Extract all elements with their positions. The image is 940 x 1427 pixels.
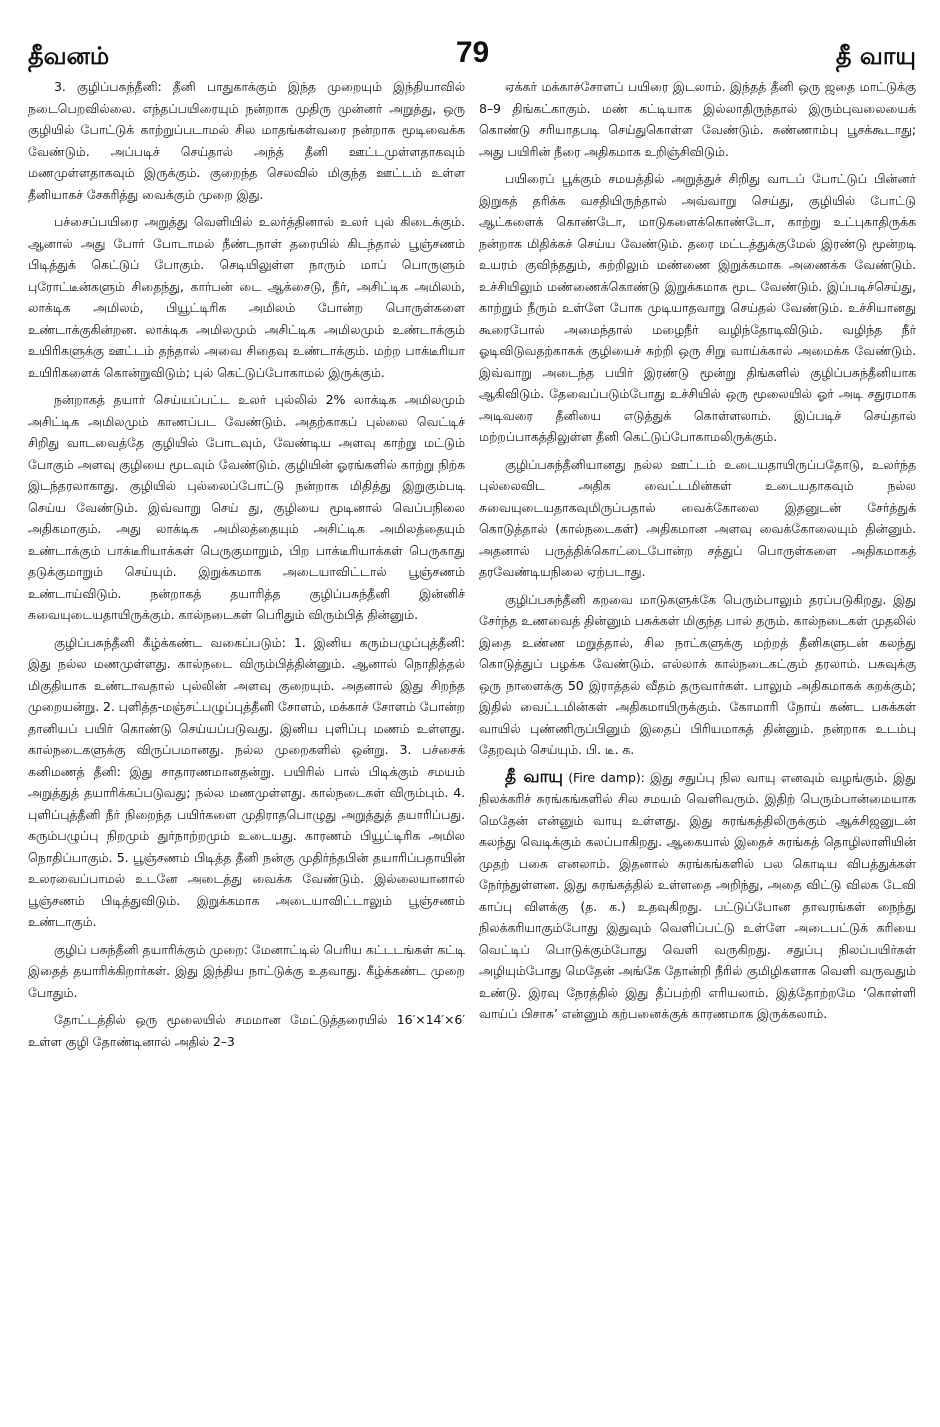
paragraph: பயிரைப் பூக்கும் சமயத்தில் அறுத்துச் சிறிது வாடப் போட்டுப் பின்னர் இறுகத் தரிக்க வசதியிருந்தால் அவ்வாறு செய்து, குழியில் போட்டு ஆட்களைக் கொண்டோ, மாடுகளைக்கொண்டோ, காற்று உட்புகாதிருக்க நன்றாக மிதிக்கச் செய்ய வேண்டும். தரை மட்டத்துக்குமேல் இரண்டு மூன்றடி உயரம் குவிந்ததும், சுற்றிலும் மண்ணை இறுக்கமாக அணைக்க வேண்டும். உச்சியிலும் மண்ணைக்கொண்டு இறுக்கமாக மூட வேண்டும். இப்படிச்செய்து, காற்றும் நீரும் உள்ளே போக முடியாதவாறு செய்தல் வேண்டும். உச்சியானது கூரைபோல் அமைந்தால் மழைநீர் வழிந்தோடிவிடும். வழிந்த நீர் ஓடிவிடுவதற்காகக் குழியைச் சுற்றி ஒரு சிறு வாய்க்கால் அமைக்க வேண்டும். இவ்வாறு அடைந்த பயிர் இரண்டு மூன்று திங்களில் குழிப்பசுந்தீனியாக ஆகிவிடும். தேவைப்படும்போது உச்சியில் ஒரு மூலையில் ஓர் அடி சதுரமாக அடிவரை தீனியை எடுத்துக் கொள்ளலாம். இப்படிச் செய்தால் மற்றப்பாகத்திலுள்ள தீனி கெட்டுப்போகாமலிருக்கும். <box>479 171 916 444</box>
text-columns <box>28 76 916 1058</box>
entry-heading-english: (Fire damp) <box>568 769 641 785</box>
paragraph: தோட்டத்தில் ஒரு மூலையில் சமமான மேட்டுத்தரையில் 16′×14′×6′ உள்ள குழி தோண்டினால் அதில் 2–3 <box>28 1012 465 1049</box>
entry-fire-damp <box>479 767 916 1025</box>
page-header <box>28 18 916 68</box>
paragraph: ஏக்கர் மக்காச்சோளப் பயிரை இடலாம். இந்தத் தீனி ஒரு ஜதை மாட்டுக்கு 8–9 திங்கட்காகும். மண் கட்டியாக இல்லாதிருந்தால் இரும்புவலையைக் கொண்டு சரியாதபடி செய்துகொள்ள வேண்டும். சுண்ணாம்பு பூசக்கூடாது; அது பயிரின் நீரை அதிகமாக உறிஞ்சிவிடும். <box>479 79 916 159</box>
header-right-guideword: தீ வாயு <box>835 42 916 70</box>
entry-heading: தீ வாயு <box>505 766 563 787</box>
paragraph: பச்சைப்பயிரை அறுத்து வெளியில் உலர்த்தினால் உலர் புல் கிடைக்கும். ஆனால் அது போர் போடாமல் நீண்டநாள் தரையில் கிடந்தால் பூஞ்சணம் பிடித்துக் கெட்டுப் போகும். செடியிலுள்ள நாரும் மாப் பொருளும் புரோட்டீன்களும் சிதைந்து, கார்பன் டை ஆக்சைடு, நீர், அசிட்டிக அமிலம், லாக்டிக அமிலம், பியூட்டிரிக அமிலம் போன்ற பொருள்களை உண்டாக்குகின்றன. லாக்டிக அமிலமும் அசிட்டிக அமிலமும் உண்டாக்கும் உயிரிகளுக்கு ஊட்டம் தந்தால் அவை சிதைவு உண்டாக்கும். மற்ற பாக்டீரியா உயிரிகளைக் கொன்றுவிடும்; புல் கெட்டுப்போகாமல் இருக்கும். <box>28 214 465 380</box>
paragraph: குழிப்பசுந்தீனி கீழ்க்கண்ட வகைப்படும்: 1. இனிய கரும்பழுப்புத்தீனி: இது நல்ல மணமுள்ளது. கால்நடை விரும்பித்தின்னும். ஆனால் நொதித்தல் மிகுதியாக உண்டாவதால் புல்லின் அளவு குறையும். அதனால் இது சிறந்த முறையன்று. 2. புளித்த-மஞ்சட்பழுப்புத்தீனி சோளம், மக்காச் சோளம் போன்ற தானியப் பயிர் கொண்டு செய்யப்படுவது. இனிய புளிப்பு மணம் உள்ளது. கால்நடைகளுக்கு விருப்பமானது. நல்ல முறைகளில் ஒன்று. 3. பச்சைக் கனிமணத் தீனி: இது சாதாரணமானதன்று. பயிரில் பால் பிடிக்கும் சமயம் அறுத்துத் தயாரிக்கப்படுவது; நல்ல மணமுள்ளது. கால்நடைகள் விரும்பும். 4. புளிப்புத்தீனி நீர் நிறைந்த பயிர்களை முதிராதபொழுது அறுத்துத் தயாரிப்பது. கரும்பழுப்பு நிறமும் துர்நாற்றமும் உடையது. காரணம் பியூட்டிரிக அமில நொதிப்பாகும். 5. பூஞ்சணம் பிடித்த தீனி நன்கு முதிர்ந்தபின் தயாரிப்பதாயின் உலரவைப்பாமல் உடனே அடைத்து வைக்க வேண்டும். இல்லையானால் பூஞ்சணம் பிடித்துவிடும். இறுக்கமாக அடையாவிட்டாலும் பூஞ்சணம் உண்டாகும். <box>28 634 465 929</box>
paragraph: குழிப்பசுந்தீனி கறவை மாடுகளுக்கே பெரும்பாலும் தரப்படுகிறது. இது சேர்ந்த உணவைத் தின்னும் பசுக்கள் மிகுந்த பால் தரும். கால்நடைகள் முதலில் இதை உண்ண மறுத்தால், சில நாட்களுக்கு மற்றத் தீனிகளுடன் கலந்து கொடுத்துப் பழக்க வேண்டும். எல்லாக் கால்நடைகட்கும் தரலாம். பசுவுக்கு ஒரு நாளைக்கு 50 இராத்தல் வீதம் தருவார்கள். பாலும் அதிகமாகக் கறக்கும்; இதில் வைட்டமின்கள் அதிகமாயிருக்கும். கோமாரி நோய் கண்ட பசுக்கள் வாயில் புண்ணிருப்பினும் இதைப் பிரியமாகத் தின்னும். நன்றாக உடம்பு தேறவும் செய்யும். பி. டீ. க. <box>479 591 916 757</box>
paragraph: குழிப்பசுந்தீனியானது நல்ல ஊட்டம் உடையதாயிருப்பதோடு, உலர்ந்த புல்லைவிட அதிக வைட்டமின்கள் உடையதாகவும் நல்ல சுவையுடையதாகவுமிருப்பதால் வைக்கோலை இதனுடன் சேர்த்துக் கொடுத்தால் (கால்நடைகள்) அதிகமான அளவு வைக்கோலையும் தின்னும். அதனால் பருத்திக்கொட்டைபோன்ற சத்துப் பொருள்களை அதிகமாகத் தரவேண்டியநிலை ஏற்படாது. <box>479 456 916 579</box>
paragraph: குழிப் பசுந்தீனி தயாரிக்கும் முறை: மேனாட்டில் பெரிய கட்டடங்கள் கட்டி இதைத் தயாரிக்கிறார்கள். இது இந்திய நாட்டுக்கு உதவாது. கீழ்க்கண்ட முறை போதும். <box>28 941 465 1000</box>
left-column <box>28 76 465 1058</box>
page-number: 79 <box>455 36 490 69</box>
paragraph: 3. குழிப்பசுந்தீனி: தீனி பாதுகாக்கும் இந்த முறையும் இந்தியாவில் நடைபெறவில்லை. எந்தப்பயிரையும் நன்றாக முதிரு முன்னர் அறுத்து, ஒரு குழியில் போட்டுக் காற்றுப்படாமல் சில மாதங்கள்வரை நன்றாக மூடிவைக்க வேண்டும். அப்படிச் செய்தால் அந்த் தீனி ஊட்டமுள்ளதாகவும் மணமுள்ளதாகவும் இருக்கும். குறைந்த செலவில் மிகுந்த ஊட்டம் உள்ள தீனியாகச் சேகரித்து வைக்கும் முறை இது. <box>28 79 465 202</box>
entry-body: : இது சதுப்பு நில வாயு எனவும் வழங்கும். இது நிலக்கரிச் சுரங்கங்களில் சில சமயம் வெளிவரும். இதிற் பெரும்பான்மையாக மெதேன் என்னும் வாயு உள்ளது. இது சுரங்கத்திலிருக்கும் ஆக்சிஜனுடன் கலந்து வெடிக்கும் கலப்பாகிறது. ஆகையால் இதைச் சுரங்கத் தொழிலாளியின் முதற் பகை எனலாம். இதனால் சுரங்கங்களில் பல கொடிய விபத்துக்கள் நேர்ந்துள்ளன. இது சுரங்கத்தில் உள்ளதை அறிந்து, அதை விட்டு விலக டேவி காப்பு விளக்கு (த. க.) உதவுகிறது. பட்டுப்போன தாவரங்கள் நைந்து நிலக்கரியாகும்போது இதுவும் வெளிப்பட்டு உள்ளே அடைபட்டுக் கரியை வெட்டிப் பொடுக்கும்போது வெளி வருகிறது. சதுப்பு நிலப்பயிர்கள் அழியும்போது மெதேன் அங்கே தோன்றி நீரில் குமிழிகளாக வெளி வருவதும் உண்டு. இரவு நேரத்தில் இது தீப்பற்றி எரியலாம். இத்தோற்றமே ‘கொள்ளி வாய்ப் பிசாசு’ என்னும் கற்பனைக்குக் காரணமாக இருக்கலாம். <box>479 769 916 1021</box>
header-left-guideword: தீவனம் <box>28 42 110 70</box>
paragraph: நன்றாகத் தயார் செய்யப்பட்ட உலர் புல்லில் 2% லாக்டிக அமிலமும் அசிட்டிக அமிலமும் காணப்பட வேண்டும். அதற்காகப் புல்லை வெட்டிச் சிறிது வாடவைத்தே குழியில் போடவும், வேண்டிய அளவு காற்று மட்டும் போகும் அளவு குழியை மூடவும் வேண்டும். குழியின் ஓரங்களில் காற்று நிற்க இடந்தரலாகாது. குழியில் புல்லைப்போட்டு நன்றாக மிதித்து இறுகும்படி செய்ய வேண்டும். இவ்வாறு செய் து, குழியை மூடினால் வெப்பநிலை அதிகமாகும். அது லாக்டிக அமிலத்தையும் அசிட்டிக அமிலத்தையும் உண்டாக்கும் பாக்டீரியாக்கள் பெருகுமாறும், பிற பாக்டீரியாக்கள் பெருகாது தடுக்குமாறும் செய்யும். இறுக்கமாக அடையாவிட்டால் பூஞ்சணம் உண்டாய்விடும். நன்றாகத் தயாரித்த குழிப்பசுந்தீனி இன்னிச் சுவையுடையதாயிருக்கும். கால்நடைகள் பெரிதும் விரும்பித் தின்னும். <box>28 392 465 622</box>
right-column <box>479 76 916 1058</box>
